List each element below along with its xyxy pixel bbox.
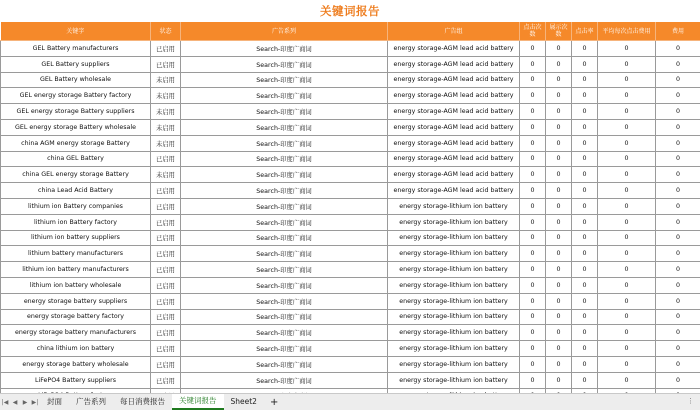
sheet-tab[interactable]: 关键词报告 — [172, 394, 224, 410]
table-cell[interactable]: GEL energy storage Battery suppliers — [1, 104, 151, 120]
table-cell[interactable]: 0 — [656, 309, 700, 325]
table-cell[interactable]: energy storage-AGM lead acid battery — [388, 88, 520, 104]
table-cell[interactable]: 0 — [572, 88, 598, 104]
table-cell[interactable]: 0 — [546, 214, 572, 230]
table-cell[interactable]: 未启用 — [151, 135, 181, 151]
table-cell[interactable]: 0 — [546, 119, 572, 135]
table-cell[interactable]: energy storage-lithium ion battery — [388, 262, 520, 278]
table-cell[interactable]: 未启用 — [151, 104, 181, 120]
table-cell[interactable]: 0 — [520, 72, 546, 88]
table-cell[interactable]: china lithium ion battery — [1, 341, 151, 357]
table-cell[interactable]: 已启用 — [151, 183, 181, 199]
table-cell[interactable]: 0 — [598, 104, 656, 120]
table-cell[interactable]: Search-印度广商词 — [181, 104, 388, 120]
table-cell[interactable]: 0 — [520, 246, 546, 262]
table-cell[interactable]: 0 — [520, 198, 546, 214]
add-sheet-button[interactable]: + — [264, 397, 284, 408]
table-cell[interactable]: 0 — [572, 72, 598, 88]
table-row — [1, 372, 700, 388]
table-cell[interactable]: 0 — [520, 214, 546, 230]
table-cell[interactable]: 0 — [520, 325, 546, 341]
table-cell[interactable]: 0 — [656, 372, 700, 388]
table-row — [1, 135, 700, 151]
table-row — [1, 341, 700, 357]
table-cell[interactable]: china Lead Acid Battery — [1, 183, 151, 199]
table-cell[interactable]: 0 — [598, 135, 656, 151]
header-row — [1, 22, 700, 41]
table-cell[interactable]: energy storage battery wholesale — [1, 356, 151, 372]
table-row — [1, 293, 700, 309]
table-cell[interactable]: 0 — [546, 183, 572, 199]
table-cell[interactable]: 已启用 — [151, 372, 181, 388]
table-cell[interactable]: GEL energy storage Battery wholesale — [1, 119, 151, 135]
first-sheet-icon[interactable]: |◀ — [0, 399, 10, 406]
table-cell[interactable]: lithium battery manufacturers — [1, 246, 151, 262]
table-cell[interactable]: 0 — [546, 72, 572, 88]
table-row — [1, 356, 700, 372]
table-cell[interactable]: 0 — [572, 372, 598, 388]
table-cell[interactable]: 0 — [520, 356, 546, 372]
table-cell[interactable]: 0 — [520, 56, 546, 72]
table-cell[interactable]: energy storage-AGM lead acid battery — [388, 167, 520, 183]
table-cell[interactable]: 0 — [656, 198, 700, 214]
table-cell[interactable]: energy storage-AGM lead acid battery — [388, 72, 520, 88]
table-cell[interactable]: energy storage-AGM lead acid battery — [388, 183, 520, 199]
table-row — [1, 41, 700, 57]
table-row — [1, 325, 700, 341]
table-cell[interactable]: 0 — [656, 325, 700, 341]
table-cell[interactable]: 0 — [572, 356, 598, 372]
table-cell[interactable]: 0 — [520, 119, 546, 135]
table-cell[interactable]: 0 — [572, 135, 598, 151]
table-cell[interactable]: 未启用 — [151, 167, 181, 183]
table-cell[interactable]: 0 — [520, 41, 546, 57]
table-row — [1, 246, 700, 262]
table-row — [1, 214, 700, 230]
table-cell[interactable]: 0 — [656, 135, 700, 151]
table-cell[interactable]: Search-印度广商词 — [181, 119, 388, 135]
table-cell[interactable]: Search-印度广商词 — [181, 72, 388, 88]
table-cell[interactable]: 0 — [656, 356, 700, 372]
table-cell[interactable]: 0 — [656, 262, 700, 278]
table-cell[interactable]: 0 — [656, 41, 700, 57]
more-options-icon[interactable]: ⋮ — [687, 397, 694, 405]
table-cell[interactable]: 0 — [598, 214, 656, 230]
table-cell[interactable]: Search-印度广商词 — [181, 230, 388, 246]
table-cell[interactable]: 0 — [546, 341, 572, 357]
column-header[interactable]: 状态 — [151, 22, 181, 41]
table-cell[interactable]: energy storage-lithium ion battery — [388, 372, 520, 388]
table-cell[interactable]: 已启用 — [151, 198, 181, 214]
table-cell[interactable]: 0 — [598, 372, 656, 388]
table-cell[interactable]: 0 — [572, 167, 598, 183]
table-cell[interactable]: Search-印度广商词 — [181, 277, 388, 293]
table-cell[interactable]: 0 — [598, 293, 656, 309]
last-sheet-icon[interactable]: ▶| — [30, 399, 40, 406]
table-cell[interactable]: 0 — [656, 230, 700, 246]
table-cell[interactable]: 0 — [546, 198, 572, 214]
table-cell[interactable]: 0 — [656, 214, 700, 230]
table-cell[interactable]: energy storage-AGM lead acid battery — [388, 151, 520, 167]
table-cell[interactable]: Search-印度广商词 — [181, 41, 388, 57]
table-cell[interactable]: 已启用 — [151, 56, 181, 72]
table-cell[interactable]: 0 — [598, 230, 656, 246]
table-cell[interactable]: Search-印度广商词 — [181, 183, 388, 199]
table-cell[interactable]: 0 — [546, 41, 572, 57]
table-cell[interactable]: 0 — [572, 214, 598, 230]
table-cell[interactable]: 0 — [598, 167, 656, 183]
table-cell[interactable]: energy storage-AGM lead acid battery — [388, 41, 520, 57]
table-cell[interactable]: energy storage-lithium ion battery — [388, 293, 520, 309]
table-cell[interactable]: 0 — [656, 119, 700, 135]
table-row — [1, 119, 700, 135]
table-cell[interactable]: 0 — [572, 151, 598, 167]
table-cell[interactable]: energy storage-lithium ion battery — [388, 341, 520, 357]
table-cell[interactable]: lithium ion battery suppliers — [1, 230, 151, 246]
table-cell[interactable]: 0 — [598, 277, 656, 293]
table-cell[interactable]: energy storage-lithium ion battery — [388, 198, 520, 214]
table-cell[interactable]: 0 — [546, 151, 572, 167]
table-cell[interactable]: Search-印度广商词 — [181, 372, 388, 388]
table-row — [1, 151, 700, 167]
keyword-table — [0, 22, 700, 393]
table-cell[interactable]: 0 — [572, 277, 598, 293]
table-cell[interactable]: energy storage battery suppliers — [1, 293, 151, 309]
table-cell[interactable]: lithium ion battery manufacturers — [1, 262, 151, 278]
table-cell[interactable]: 0 — [598, 262, 656, 278]
table-row — [1, 183, 700, 199]
table-cell[interactable]: Search-印度广商词 — [181, 88, 388, 104]
table-cell[interactable]: 已启用 — [151, 309, 181, 325]
table-cell[interactable]: 0 — [546, 246, 572, 262]
table-cell[interactable]: 0 — [598, 341, 656, 357]
table-cell[interactable]: 已启用 — [151, 277, 181, 293]
table-cell[interactable]: 0 — [572, 41, 598, 57]
sheet-tab-bar — [0, 393, 700, 410]
table-cell[interactable]: 0 — [598, 183, 656, 199]
table-cell[interactable]: energy storage-lithium ion battery — [388, 246, 520, 262]
table-cell[interactable]: 0 — [572, 198, 598, 214]
sheet-tab[interactable]: 封面 — [40, 394, 69, 410]
table-cell[interactable]: 已启用 — [151, 151, 181, 167]
table-cell[interactable]: Search-印度广商词 — [181, 309, 388, 325]
table-cell[interactable]: 已启用 — [151, 325, 181, 341]
table-cell[interactable]: energy storage-AGM lead acid battery — [388, 135, 520, 151]
table-row — [1, 56, 700, 72]
table-row — [1, 167, 700, 183]
table-cell[interactable]: Search-印度广商词 — [181, 246, 388, 262]
table-cell[interactable]: Search-印度广商词 — [181, 262, 388, 278]
column-header[interactable]: 点击率 — [572, 22, 598, 41]
table-cell[interactable]: 0 — [520, 151, 546, 167]
table-cell[interactable]: 0 — [546, 356, 572, 372]
table-cell[interactable]: 已启用 — [151, 214, 181, 230]
table-cell[interactable]: Search-印度广商词 — [181, 198, 388, 214]
table-cell[interactable]: energy storage-lithium ion battery — [388, 230, 520, 246]
table-cell[interactable]: 0 — [546, 88, 572, 104]
table-cell[interactable]: 0 — [520, 135, 546, 151]
table-cell[interactable]: 0 — [656, 167, 700, 183]
table-cell[interactable]: 0 — [656, 341, 700, 357]
table-cell[interactable]: 0 — [572, 309, 598, 325]
table-cell[interactable]: 0 — [520, 262, 546, 278]
table-cell[interactable]: 0 — [520, 277, 546, 293]
table-cell[interactable]: 已启用 — [151, 356, 181, 372]
column-header[interactable]: 点击次数 — [520, 22, 546, 41]
table-cell[interactable]: 未启用 — [151, 88, 181, 104]
table-cell[interactable]: 0 — [656, 56, 700, 72]
table-cell[interactable]: 0 — [546, 230, 572, 246]
table-cell[interactable]: 已启用 — [151, 230, 181, 246]
sheet-tab[interactable]: 广告系列 — [69, 394, 113, 410]
table-cell[interactable]: energy storage-lithium ion battery — [388, 214, 520, 230]
report-title: 关键词报告 — [0, 0, 700, 22]
table-cell[interactable]: 0 — [520, 183, 546, 199]
column-header[interactable]: 费用 — [656, 22, 700, 41]
table-cell[interactable]: 未启用 — [151, 72, 181, 88]
column-header[interactable]: 广告系列 — [181, 22, 388, 41]
table-cell[interactable]: 0 — [520, 341, 546, 357]
table-cell[interactable]: 0 — [546, 167, 572, 183]
table-cell[interactable]: 0 — [546, 293, 572, 309]
prev-sheet-icon[interactable]: ◀ — [10, 399, 20, 406]
sheet-tab[interactable]: Sheet2 — [224, 394, 264, 410]
table-cell[interactable]: GEL Battery wholesale — [1, 72, 151, 88]
table-cell[interactable]: 0 — [656, 246, 700, 262]
column-header[interactable]: 平均每次点击费用 — [598, 22, 656, 41]
table-cell[interactable]: energy storage battery manufacturers — [1, 325, 151, 341]
table-cell[interactable]: 0 — [656, 104, 700, 120]
table-cell[interactable]: GEL Battery manufacturers — [1, 41, 151, 57]
table-cell[interactable]: lithium ion Battery companies — [1, 198, 151, 214]
table-cell[interactable]: 已启用 — [151, 262, 181, 278]
table-cell[interactable]: LiFePO4 Battery suppliers — [1, 372, 151, 388]
table-cell[interactable]: Search-印度广商词 — [181, 151, 388, 167]
table-cell[interactable]: 0 — [572, 246, 598, 262]
table-cell[interactable]: energy storage-lithium ion battery — [388, 277, 520, 293]
column-header[interactable]: 广告组 — [388, 22, 520, 41]
table-cell[interactable]: 已启用 — [151, 41, 181, 57]
table-cell[interactable]: 0 — [598, 88, 656, 104]
table-cell[interactable]: 0 — [598, 41, 656, 57]
table-cell[interactable]: Search-印度广商词 — [181, 293, 388, 309]
table-cell[interactable]: 0 — [546, 325, 572, 341]
table-row — [1, 104, 700, 120]
table-cell[interactable]: energy storage battery factory — [1, 309, 151, 325]
table-cell[interactable]: GEL Battery suppliers — [1, 56, 151, 72]
table-cell[interactable]: 0 — [572, 341, 598, 357]
table-cell[interactable]: 0 — [656, 183, 700, 199]
table-cell[interactable]: 0 — [598, 246, 656, 262]
table-cell[interactable]: 0 — [572, 56, 598, 72]
table-cell[interactable]: Search-印度广商词 — [181, 135, 388, 151]
table-row — [1, 262, 700, 278]
table-cell[interactable]: 0 — [598, 309, 656, 325]
table-cell[interactable]: 0 — [520, 309, 546, 325]
table-cell[interactable]: 0 — [572, 183, 598, 199]
table-cell[interactable]: 0 — [598, 356, 656, 372]
sheet-tab[interactable]: 每日消费报告 — [113, 394, 172, 410]
table-cell[interactable]: 已启用 — [151, 246, 181, 262]
table-cell[interactable]: 0 — [656, 72, 700, 88]
next-sheet-icon[interactable]: ▶ — [20, 399, 30, 406]
table-cell[interactable]: 0 — [572, 293, 598, 309]
table-cell[interactable]: Search-印度广商词 — [181, 56, 388, 72]
table-cell[interactable]: 0 — [546, 309, 572, 325]
table-cell[interactable]: china AGM energy storage Battery — [1, 135, 151, 151]
table-cell[interactable]: 0 — [520, 293, 546, 309]
table-row — [1, 230, 700, 246]
table-cell[interactable]: lithium ion Battery factory — [1, 214, 151, 230]
table-cell[interactable]: 0 — [546, 135, 572, 151]
table-cell[interactable]: 0 — [572, 325, 598, 341]
table-cell[interactable]: Search-印度广商词 — [181, 167, 388, 183]
table-cell[interactable]: 0 — [546, 56, 572, 72]
table-cell[interactable]: 已启用 — [151, 293, 181, 309]
table-cell[interactable]: 0 — [520, 88, 546, 104]
table-cell[interactable]: energy storage-AGM lead acid battery — [388, 119, 520, 135]
table-cell[interactable]: 0 — [546, 372, 572, 388]
table-cell[interactable]: 0 — [598, 56, 656, 72]
table-cell[interactable]: 0 — [546, 104, 572, 120]
table-cell[interactable]: Search-印度广商词 — [181, 341, 388, 357]
table-row — [1, 198, 700, 214]
table-cell[interactable]: Search-印度广商词 — [181, 356, 388, 372]
table-cell[interactable]: 0 — [520, 167, 546, 183]
column-header[interactable]: 关键字 — [1, 22, 151, 41]
table-cell[interactable]: 0 — [572, 104, 598, 120]
table-cell[interactable]: energy storage-lithium ion battery — [388, 325, 520, 341]
table-cell[interactable]: energy storage-lithium ion battery — [388, 309, 520, 325]
table-cell[interactable]: 0 — [520, 372, 546, 388]
table-cell[interactable]: 0 — [598, 72, 656, 88]
table-cell[interactable]: 0 — [656, 293, 700, 309]
table-cell[interactable]: energy storage-AGM lead acid battery — [388, 56, 520, 72]
table-row — [1, 277, 700, 293]
table-cell[interactable]: lithium ion battery wholesale — [1, 277, 151, 293]
table-cell[interactable]: energy storage-lithium ion battery — [388, 356, 520, 372]
column-header[interactable]: 展示次数 — [546, 22, 572, 41]
table-cell[interactable]: 0 — [598, 151, 656, 167]
table-cell[interactable]: 0 — [598, 198, 656, 214]
table-cell[interactable]: 0 — [520, 104, 546, 120]
table-cell[interactable]: 0 — [598, 119, 656, 135]
table-cell[interactable]: 0 — [656, 277, 700, 293]
table-cell[interactable]: 0 — [572, 230, 598, 246]
table-cell[interactable]: 0 — [572, 262, 598, 278]
table-row — [1, 72, 700, 88]
table-cell[interactable]: 0 — [546, 262, 572, 278]
table-cell[interactable]: Search-印度广商词 — [181, 325, 388, 341]
table-cell[interactable]: GEL energy storage Battery factory — [1, 88, 151, 104]
table-cell[interactable]: 0 — [520, 230, 546, 246]
table-cell[interactable]: china GEL energy storage Battery — [1, 167, 151, 183]
table-row — [1, 309, 700, 325]
table-cell[interactable]: energy storage-AGM lead acid battery — [388, 104, 520, 120]
table-cell[interactable]: 未启用 — [151, 119, 181, 135]
table-cell[interactable]: 0 — [656, 151, 700, 167]
table-cell[interactable]: 0 — [598, 325, 656, 341]
table-cell[interactable]: 已启用 — [151, 341, 181, 357]
table-cell[interactable]: 0 — [656, 88, 700, 104]
table-cell[interactable]: Search-印度广商词 — [181, 214, 388, 230]
table-row — [1, 88, 700, 104]
table-cell[interactable]: 0 — [546, 277, 572, 293]
table-cell[interactable]: china GEL Battery — [1, 151, 151, 167]
table-cell[interactable]: 0 — [572, 119, 598, 135]
